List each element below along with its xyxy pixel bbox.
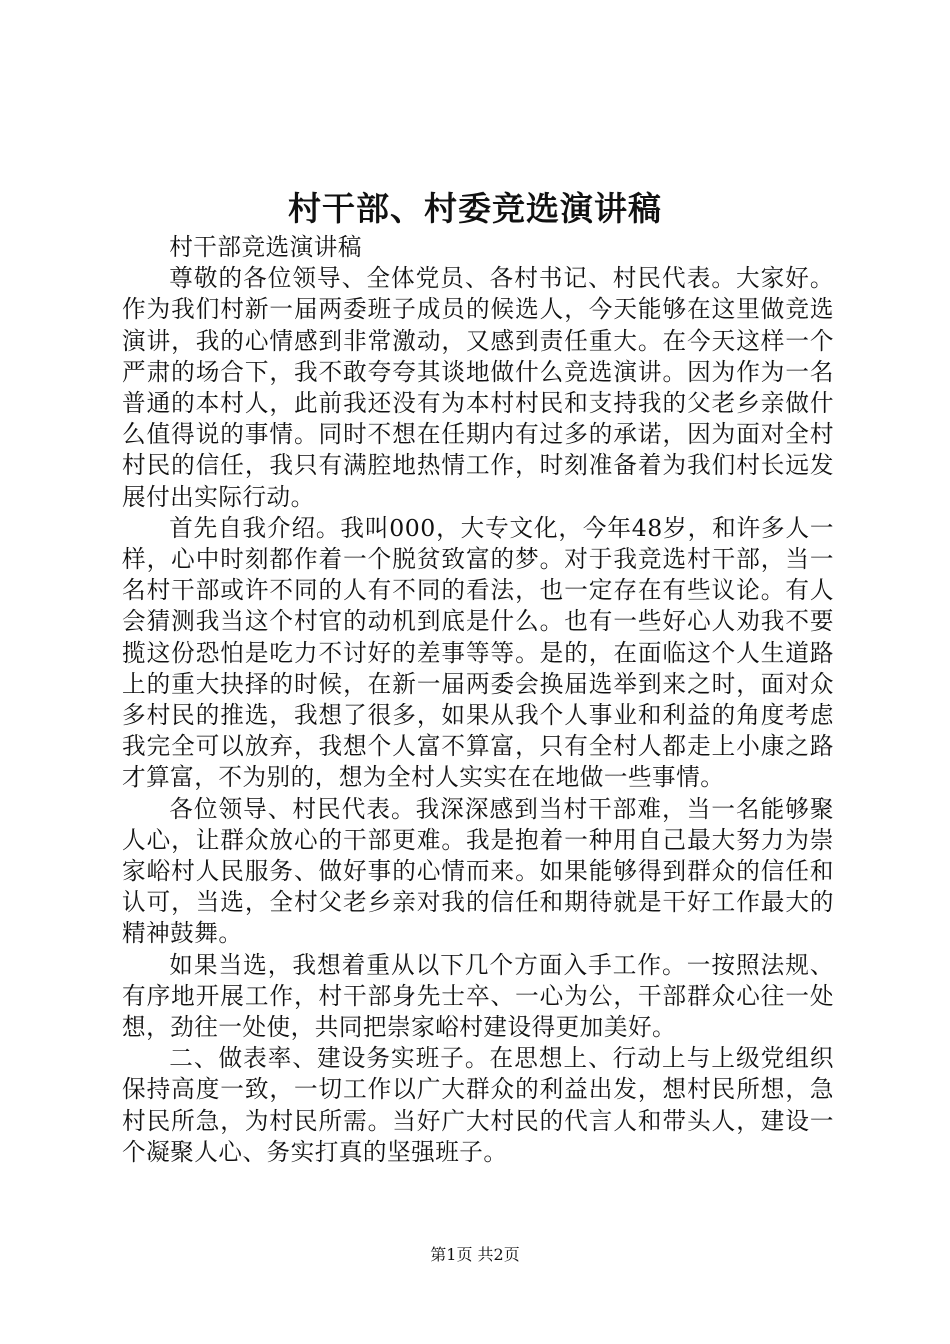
paragraph-subtitle: 村干部竞选演讲稿	[169, 233, 362, 261]
document-title: 村干部、村委竞选演讲稿	[288, 189, 662, 228]
paragraph-self-intro: 首先自我介绍。我叫000，大专文化，今年48岁，和许多人一样，心中时刻都作着一个脱贫致富的梦。对于我竞选村干部，当一名村干部或许不同的人有不同的看法，也一定存在有些议论。有人会猜测我当这个村官的动机到底是什么。也有一些好心人劝我不要揽这份恐怕是吃力不讨好的差事等等。是的，在面临这个人生道路上的重大抉择的时候，在新一届两委会换届选举到来之时，面对众多村民的推选，我想了很多，如果从我个人事业和利益的角度考虑我完全可以放弃，我想个人富不算富，只有全村人都走上小康之路才算富，不为别的，想为全村人实实在在地做一些事情。	[122, 513, 834, 792]
paragraph-address: 各位领导、村民代表。我深深感到当村干部难，当一名能够聚人心，让群众放心的干部更难。我是抱着一种用自己最大努力为崇家峪村人民服务、做好事的心情而来。如果能够得到群众的信任和认可，当选，全村父老乡亲对我的信任和期待就是干好工作最大的精神鼓舞。	[122, 794, 834, 948]
paragraph-greeting: 尊敬的各位领导、全体党员、各村书记、村民代表。大家好。作为我们村新一届两委班子成员的候选人，今天能够在这里做竞选演讲，我的心情感到非常激动，又感到责任重大。在今天这样一个严肃的场合下，我不敢夸夸其谈地做什么竞选演讲。因为作为一名普通的本村人，此前我还没有为本村村民和支持我的父老乡亲做什么值得说的事情。同时不想在任期内有过多的承诺，因为面对全村村民的信任，我只有满腔地热情工作，时刻准备着为我们村长远发展付出实际行动。	[122, 264, 834, 511]
document-body	[122, 232, 834, 1168]
paragraph-plan-one: 如果当选，我想着重从以下几个方面入手工作。一按照法规、有序地开展工作，村干部身先士卒、一心为公，干部群众心往一处想，劲往一处使，共同把崇家峪村建设得更加美好。	[122, 950, 834, 1042]
page-number-footer: 第1页 共2页	[430, 1245, 520, 1264]
paragraph-plan-two: 二、做表率、建设务实班子。在思想上、行动上与上级党组织保持高度一致，一切工作以广大群众的利益出发，想村民所想，急村民所急，为村民所需。当好广大村民的代言人和带头人，建设一个凝聚人心、务实打真的坚强班子。	[122, 1044, 834, 1166]
